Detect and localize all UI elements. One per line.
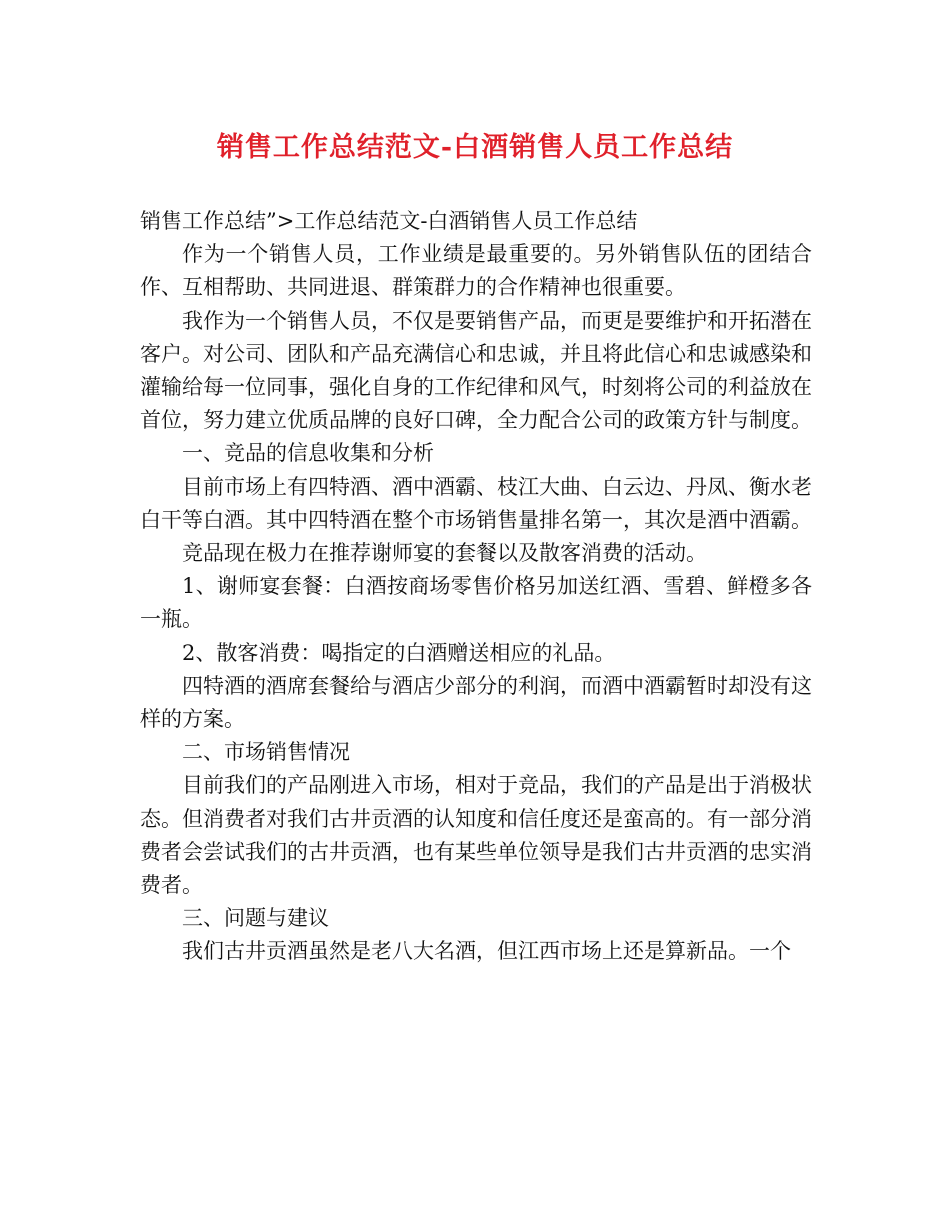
paragraph: 四特酒的酒席套餐给与酒店少部分的利润，而酒中酒霸暂时却没有这样的方案。	[140, 673, 812, 732]
list-item: 2、散客消费：喝指定的白酒赠送相应的礼品。	[182, 640, 616, 665]
breadcrumb: 销售工作总结”>工作总结范文-白酒销售人员工作总结	[140, 209, 638, 233]
paragraph: 我作为一个销售人员，不仅是要销售产品，而更是要维护和开拓潜在客户。对公司、团队和产品充满信心和忠诚，并且将此信心和忠诚感染和灌输给每一位同事，强化自身的工作纪律和风气，时刻将公司的利益放在首位，努力建立优质品牌的良好口碑，全力配合公司的政策方针与制度。	[140, 308, 812, 433]
paragraph: 目前市场上有四特酒、酒中酒霸、枝江大曲、白云边、丹凤、衡水老白干等白酒。其中四特酒在整个市场销售量排名第一，其次是酒中酒霸。	[140, 474, 812, 532]
section-heading: 二、市场销售情况	[182, 740, 350, 765]
paragraph: 作为一个销售人员，工作业绩是最重要的。另外销售队伍的团结合作、互相帮助、共同进退、群策群力的合作精神也很重要。	[140, 242, 812, 300]
document-title: 销售工作总结范文-白酒销售人员工作总结	[216, 132, 734, 163]
paragraph: 竞品现在极力在推荐谢师宴的套餐以及散客消费的活动。	[182, 541, 707, 566]
section-heading: 三、问题与建议	[182, 906, 329, 931]
section-heading: 一、竞品的信息收集和分析	[182, 441, 434, 466]
document-body	[140, 205, 812, 969]
list-item: 1、谢师宴套餐：白酒按商场零售价格另加送红酒、雪碧、鲜橙多各一瓶。	[140, 574, 812, 632]
paragraph: 我们古井贡酒虽然是老八大名酒，但江西市场上还是算新品。一个	[182, 939, 791, 964]
paragraph: 目前我们的产品刚进入市场，相对于竞品，我们的产品是出于消极状态。但消费者对我们古井贡酒的认知度和信任度还是蛮高的。有一部分消费者会尝试我们的古井贡酒，也有某些单位领导是我们古井贡酒的忠实消费者。	[140, 773, 812, 898]
